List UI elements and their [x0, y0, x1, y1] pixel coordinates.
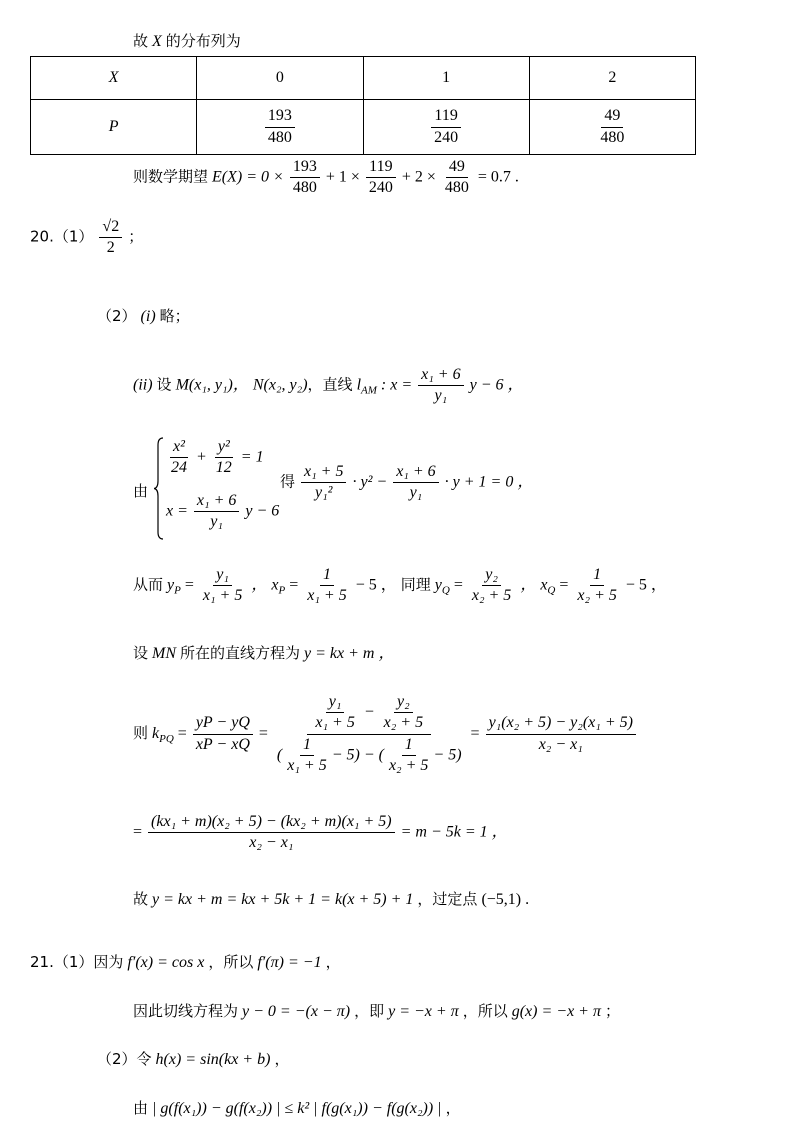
var: MN — [152, 645, 177, 662]
word: 从而 — [133, 575, 164, 594]
q21-part2 — [97, 1048, 289, 1069]
q20-part2-i — [97, 305, 190, 326]
expectation-result: = 0.7 . — [477, 168, 519, 186]
table-row — [31, 100, 696, 155]
intro-prefix: 故 — [133, 32, 149, 50]
eq-tail: − 5 ， — [625, 576, 667, 594]
intro-var: X — [152, 33, 162, 50]
fraction: $\frac{\text{(kx₁ + m)(x₂ + 5) − (kx₂ + m)(x₁ + 5)}}{\text{x₂ − x₁}}$ — [148, 813, 395, 853]
fraction: $\frac{119}{240}$ — [366, 158, 396, 198]
eq: = — [289, 576, 299, 594]
eq-tail: = 1 — [240, 448, 264, 466]
word: 所在的直线方程为 — [180, 644, 301, 662]
word: ，直线 — [307, 375, 353, 394]
from-line — [133, 566, 667, 606]
fraction: $\frac{\text{y₁}}{\text{x₁ + 5}}$ — [315, 693, 355, 732]
eq: f′(x) = cos x — [127, 954, 205, 971]
q21-last-line — [133, 1097, 461, 1118]
eq-tail: = m − 5k = 1 ， — [400, 823, 508, 841]
fraction: $\frac{1}{\text{x₂ + 5}}$ — [577, 566, 617, 605]
q20-ii-line — [133, 366, 524, 406]
eq: = — [453, 576, 463, 594]
word: 由 — [133, 1099, 149, 1117]
intro-line — [133, 30, 241, 51]
subpart-label: (ii) — [133, 376, 153, 394]
fraction: $\frac{\text{y₁}}{\text{x₁ + 5}}$ — [202, 566, 243, 605]
eq: | g(f(x₁)) − g(f(x₂)) | ≤ k² | f(g(x₁)) − f(g(x₂)) | — [152, 1100, 442, 1117]
line-sub: AM — [361, 384, 377, 397]
word: 同理 — [400, 575, 431, 594]
punct: ， — [445, 1099, 461, 1117]
punct: ； — [128, 227, 144, 246]
word: ，过定点 — [417, 890, 478, 908]
conclusion-line — [133, 888, 529, 909]
q20-part1 — [30, 218, 143, 258]
eq: = — [470, 724, 480, 742]
eq: x = — [166, 502, 188, 520]
eq: = — [184, 576, 194, 594]
word: 因此切线方程为 — [133, 1002, 239, 1020]
point-m: M(x₁, y₁) — [175, 376, 233, 394]
kpq-line — [133, 693, 638, 776]
fraction: $\frac{\text{x₁ + 6}}{\text{y₁}}$ — [194, 492, 239, 532]
q21-line2 — [133, 1000, 620, 1021]
eq: · y² − — [352, 473, 388, 491]
eq: = — [258, 724, 268, 742]
compound-fraction — [274, 693, 465, 776]
fraction: $\frac{193}{480}$ — [265, 107, 295, 147]
table-header-x: X — [31, 57, 197, 100]
fraction: $\frac{\text{x₁ + 6}}{\text{y₁}}$ — [393, 463, 438, 503]
k2-line — [133, 813, 508, 853]
eq: = — [559, 576, 569, 594]
eq-tail: − 5 ， — [355, 576, 397, 594]
word: 设 — [156, 375, 172, 394]
sys-result — [280, 463, 533, 503]
eq: = — [177, 724, 187, 742]
expectation-prefix: 则数学期望 — [133, 167, 209, 186]
paren: − 5) — [433, 746, 462, 764]
sub: P — [278, 584, 286, 597]
q20-label: 20.（1） — [30, 227, 94, 246]
fraction: $\frac{1}{\text{x₁ + 5}}$ — [287, 735, 327, 775]
table-row-label-p: P — [31, 100, 197, 155]
point-n: ， N(x₂, y₂) — [232, 376, 308, 394]
eq: y = kx + m = kx + 5k + 1 = k(x + 5) + 1 — [152, 891, 414, 908]
part-label: （2） — [97, 307, 137, 325]
sub: Q — [547, 584, 556, 597]
fraction: $\frac{193}{480}$ — [290, 158, 320, 198]
fraction: $\frac{1}{\text{x₂ + 5}}$ — [388, 735, 429, 775]
word: ，所以 — [208, 953, 254, 971]
eq-tail: y − 6 — [245, 502, 280, 520]
line-name: l — [356, 376, 362, 394]
distribution-table — [30, 56, 696, 155]
sys-eq1 — [166, 438, 264, 478]
plus: + — [196, 448, 207, 466]
table-cell-p0 — [197, 100, 363, 155]
subpart-label: (i) — [140, 308, 156, 325]
table-header-0: 0 — [197, 57, 363, 100]
q21-label: 21.（1）因为 — [30, 953, 124, 971]
var: y — [167, 576, 175, 594]
word: 设 — [133, 644, 149, 662]
q21-line1 — [30, 951, 341, 972]
fixed-point: (−5,1) . — [481, 891, 530, 908]
fraction: $\frac{yP - yQ}{xP - xQ}$ — [193, 714, 253, 754]
sub: P — [174, 584, 181, 597]
fraction: $\frac{\text{x₁ + 6}}{\text{y₁}}$ — [418, 366, 463, 406]
expectation-plus-1: + 1 × — [325, 168, 360, 186]
word: 则 — [133, 723, 149, 742]
fraction: $\frac{49}{480}$ — [444, 158, 469, 197]
eq-tail: y − 6 ， — [469, 376, 524, 394]
eq: f′(π) = −1 — [257, 954, 322, 971]
intro-suffix: 的分布列为 — [165, 32, 241, 50]
table-row — [31, 57, 696, 100]
word: ，所以 — [462, 1002, 508, 1020]
var: y — [434, 576, 442, 594]
fraction: $\frac{49}{480}$ — [600, 107, 625, 146]
fraction: $\frac{\text{x²}}{24}$ — [171, 438, 187, 477]
eq: h(x) = sin(kx + b) — [155, 1051, 271, 1068]
word: ，即 — [354, 1002, 385, 1020]
sub: PQ — [159, 732, 174, 745]
fraction: $\frac{√2}{2}$ — [99, 218, 122, 258]
table-cell-p2 — [529, 100, 695, 155]
table-header-2: 2 — [529, 57, 695, 100]
expectation-plus-2: + 2 × — [401, 168, 436, 186]
eq-tail: · y + 1 = 0 ， — [444, 473, 534, 491]
eq: = — [133, 823, 143, 841]
fraction: $\frac{\text{y²}}{12}$ — [215, 438, 232, 477]
word: 故 — [133, 890, 149, 908]
paren: ( — [276, 746, 283, 764]
fraction: $\frac{1}{\text{x₁ + 5}}$ — [307, 566, 347, 605]
minus: − — [363, 703, 375, 721]
mn-line — [133, 640, 395, 663]
punct: ， — [325, 953, 341, 971]
var: ， x — [520, 576, 548, 594]
fraction: $\frac{\text{y₂}}{\text{x₂ + 5}}$ — [471, 566, 512, 605]
eq: − 5) − ( — [331, 746, 384, 764]
fraction: $\frac{119}{240}$ — [431, 107, 461, 147]
table-header-1: 1 — [363, 57, 529, 100]
compound-num — [307, 693, 431, 735]
expectation-line — [133, 158, 519, 198]
punct: ； — [604, 1002, 620, 1020]
var: ， x — [251, 576, 279, 594]
eq: y − 0 = −(x − π) — [242, 1003, 351, 1020]
expectation-lhs: E(X) = 0 × — [212, 168, 284, 186]
part-label: （2）令 — [97, 1050, 152, 1068]
sub: Q — [441, 584, 450, 597]
compound-den — [274, 735, 465, 776]
eq: g(x) = −x + π — [511, 1003, 601, 1020]
brace-icon — [154, 437, 164, 540]
eq: y = −x + π — [388, 1003, 459, 1020]
subpart-text: 略； — [159, 307, 190, 325]
fraction: $\frac{\text{x₁ + 5}}{\text{y₁²}}$ — [301, 463, 346, 503]
fraction: $\frac{\text{y₂}}{\text{x₂ + 5}}$ — [383, 693, 424, 732]
var: k — [152, 724, 160, 742]
fraction: $\frac{\text{y₁(x₂ + 5) − y₂(x₁ + 5)}}{\text{x₂ − x₁}}$ — [486, 714, 636, 754]
table-cell-p1 — [363, 100, 529, 155]
punct: ， — [274, 1050, 290, 1068]
eq: : x = — [380, 376, 413, 394]
word: 得 — [280, 472, 296, 491]
eq: y = kx + m ， — [304, 645, 395, 662]
sys-you: 由 — [133, 482, 149, 500]
sys-eq2 — [166, 492, 279, 532]
